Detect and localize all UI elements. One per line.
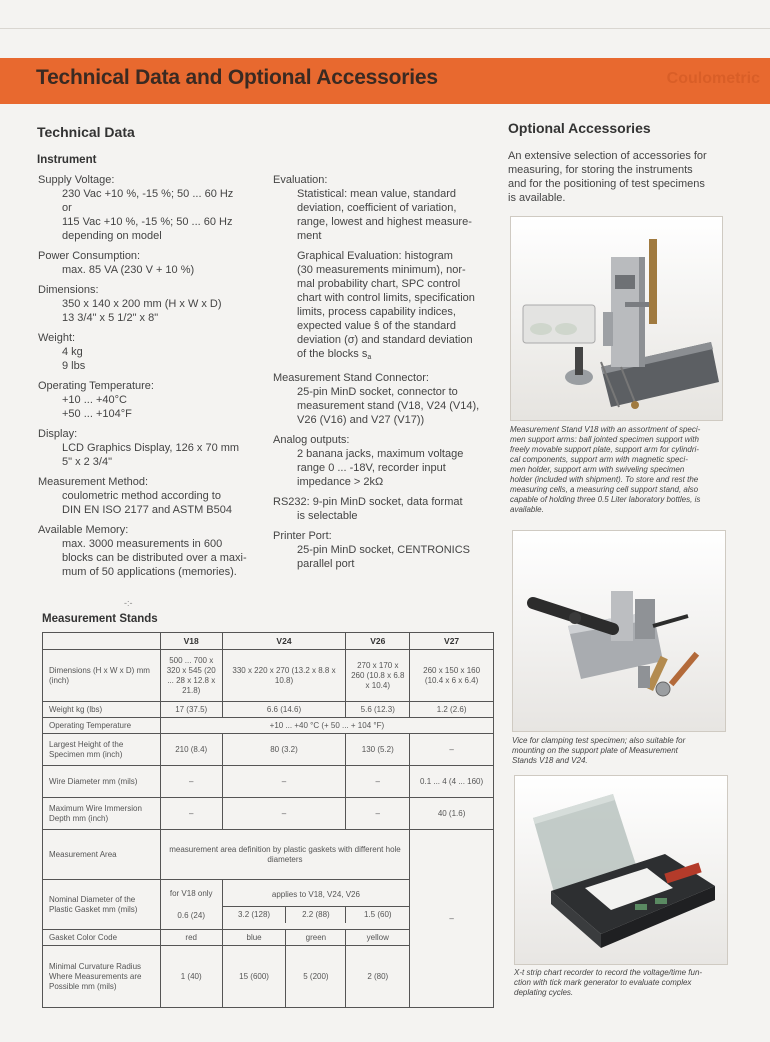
spec-line: coulometric method according to <box>62 490 221 502</box>
gasket-values <box>223 907 410 923</box>
spec-line: expected value ŝ of the standard <box>297 320 456 332</box>
spec-available-memory <box>38 523 268 579</box>
banner-ghost-text: Coulometric <box>666 70 760 87</box>
page-title: Technical Data and Optional Accessories <box>36 66 438 89</box>
caption-line: ction with tick mark generator to evaluate complex <box>514 978 692 987</box>
table-cell: – <box>222 766 346 798</box>
cell-value: 3.2 (128) <box>223 907 287 923</box>
spec-line: +50 ... +104°F <box>62 408 132 420</box>
spec-line: range, lowest and highest measure- <box>297 216 472 228</box>
intro-line: measuring, for storing the instruments <box>508 164 693 176</box>
column-header: V24 <box>222 633 346 650</box>
spec-line: 4 kg <box>62 346 83 358</box>
spec-label: Measurement Stand Connector: <box>273 372 429 384</box>
tech-left-column <box>38 173 268 585</box>
table-cell: 15 (600) <box>222 946 286 1008</box>
caption-line: cal components, support arm with magnetic speci- <box>510 455 688 464</box>
table-cell: 2 (80) <box>346 946 410 1008</box>
caption-line: X-t strip chart recorder to record the voltage/time fun- <box>514 968 703 977</box>
spec-label: RS232: 9-pin MinD socket, data format <box>273 496 463 508</box>
spec-label: Available Memory: <box>38 524 129 536</box>
spec-line: V26 (V16) and V27 (V17)) <box>297 414 425 426</box>
spec-weight <box>38 331 268 373</box>
table-cell: red <box>160 930 222 946</box>
measurement-stand-photo <box>510 216 723 421</box>
table-row <box>43 830 494 880</box>
intro-line: and for the positioning of test specimens <box>508 178 705 190</box>
measurement-stands-table <box>42 632 494 1008</box>
measurement-stands-heading: Measurement Stands <box>42 613 158 625</box>
tech-right-column <box>273 173 498 577</box>
table-cell: yellow <box>346 930 410 946</box>
table-row <box>43 798 494 830</box>
spec-operating-temperature <box>38 379 268 421</box>
caption-line: Measurement Stand V18 with an assortment of speci- <box>510 425 701 434</box>
table-cell <box>222 880 410 930</box>
spec-line: LCD Graphics Display, 126 x 70 mm <box>62 442 240 454</box>
caption-line: freely movable support plate, support arm for cylindri- <box>510 445 699 454</box>
spec-line-text: of the blocks s <box>297 348 368 360</box>
spec-line: 5" x 2 3/4" <box>62 456 113 468</box>
spec-line: (30 measurements minimum), nor- <box>297 264 466 276</box>
caption-line: men holder, support arm with swiveling specimen <box>510 465 685 474</box>
spec-label: Operating Temperature: <box>38 380 154 392</box>
recorder-illustration <box>515 776 727 964</box>
spec-line: 115 Vac +10 %, -15 %; 50 ... 60 Hz <box>62 216 233 228</box>
table-cell: – <box>410 734 494 766</box>
cell-value: 0.6 (24) <box>177 910 205 920</box>
table-row <box>43 718 494 734</box>
title-banner <box>0 58 770 104</box>
spec-line: 350 x 140 x 200 mm (H x W x D) <box>62 298 222 310</box>
accessories-intro <box>508 149 728 205</box>
instrument-subheading: Instrument <box>37 154 97 166</box>
caption-line: capable of holding three 0.5 Liter laboratory bottles, is <box>510 495 701 504</box>
spec-supply-voltage <box>38 173 268 243</box>
column-header: V27 <box>410 633 494 650</box>
spec-rs232 <box>273 495 498 523</box>
spec-line: Statistical: mean value, standard <box>297 188 456 200</box>
photo-caption <box>510 425 725 515</box>
table-cell: 500 ... 700 x 320 x 545 (20 ... 28 x 12.8 x 21.8) <box>160 650 222 702</box>
spec-line <box>297 347 498 365</box>
table-cell: 6.6 (14.6) <box>222 702 346 718</box>
row-label: Measurement Area <box>43 830 161 880</box>
spec-line: max. 3000 measurements in 600 <box>62 538 223 550</box>
spec-evaluation <box>273 173 498 365</box>
spec-power-consumption <box>38 249 268 277</box>
photo-caption <box>514 968 729 998</box>
column-header: V18 <box>160 633 222 650</box>
table-cell: 1 (40) <box>160 946 222 1008</box>
caption-line: Stands V18 and V24. <box>512 756 588 765</box>
spec-line: 13 3/4" x 5 1/2" x 8" <box>62 312 159 324</box>
spec-label: Power Consumption: <box>38 250 141 262</box>
spec-line: deviation, coefficient of variation, <box>297 202 457 214</box>
spec-line: mum of 50 applications (memories). <box>62 566 237 578</box>
table-cell: – <box>222 798 346 830</box>
vice-illustration <box>513 531 725 731</box>
cell-note: for V18 only <box>169 888 213 898</box>
caption-line: available. <box>510 505 544 514</box>
table-header-row <box>43 633 494 650</box>
spec-dimensions <box>38 283 268 325</box>
table-cell: – <box>346 798 410 830</box>
row-label: Gasket Color Code <box>43 930 161 946</box>
table-cell: – <box>160 798 222 830</box>
vice-photo <box>512 530 726 732</box>
spec-line: 2 banana jacks, maximum voltage <box>297 448 464 460</box>
technical-data-heading: Technical Data <box>37 124 135 140</box>
optional-accessories-heading: Optional Accessories <box>508 120 651 136</box>
caption-line: deplating cycles. <box>514 988 574 997</box>
table-cell: 210 (8.4) <box>160 734 222 766</box>
spec-line: impedance > 2kΩ <box>297 476 384 488</box>
caption-line: measuring cells, a measuring cell support stand, also <box>510 485 699 494</box>
table-cell: 5 (200) <box>286 946 346 1008</box>
spec-line: mal probability chart, SPC control <box>297 278 461 290</box>
spec-line: blocks can be distributed over a maxi- <box>62 552 247 564</box>
row-label: Nominal Diameter of the Plastic Gasket mm (mils) <box>43 880 161 930</box>
row-label: Largest Height of the Specimen mm (inch) <box>43 734 161 766</box>
spec-line: +10 ... +40°C <box>62 394 127 406</box>
caption-line: men support arms: ball jointed specimen support with <box>510 435 699 444</box>
spec-label: Supply Voltage: <box>38 174 115 186</box>
spec-line: depending on model <box>62 230 162 242</box>
row-label: Minimal Curvature Radius Where Measurements are Possible mm (mils) <box>43 946 161 1008</box>
measurement-stand-illustration <box>511 217 722 420</box>
cell-value: 1.5 (60) <box>364 910 392 919</box>
table-cell: blue <box>222 930 286 946</box>
spec-line: 9 lbs <box>62 360 86 372</box>
intro-line: An extensive selection of accessories for <box>508 150 707 162</box>
table-cell: 5.6 (12.3) <box>346 702 410 718</box>
header-empty <box>43 633 161 650</box>
spec-label: Measurement Method: <box>38 476 149 488</box>
spec-line: measurement stand (V18, V24 (V14), <box>297 400 480 412</box>
table-cell: 80 (3.2) <box>222 734 346 766</box>
spec-line: 230 Vac +10 %, -15 %; 50 ... 60 Hz <box>62 188 234 200</box>
table-cell: – <box>160 766 222 798</box>
row-label: Dimensions (H x W x D) mm (inch) <box>43 650 161 702</box>
spec-label: Printer Port: <box>273 530 332 542</box>
table-row <box>43 734 494 766</box>
photo-caption <box>512 736 727 766</box>
spec-label: Dimensions: <box>38 284 99 296</box>
caption-line: Vice for clamping test specimen; also suitable for <box>512 736 686 745</box>
table-cell: 130 (5.2) <box>346 734 410 766</box>
table-row <box>43 766 494 798</box>
row-label: Weight kg (lbs) <box>43 702 161 718</box>
recorder-photo <box>514 775 728 965</box>
spec-line: chart with control limits, specification <box>297 292 475 304</box>
spec-label: Weight: <box>38 332 76 344</box>
spec-line: range 0 ... -18V, recorder input <box>297 462 446 474</box>
spec-line: is selectable <box>297 510 358 522</box>
cell-value: 2.2 (88) <box>286 907 346 923</box>
row-label: Operating Temperature <box>43 718 161 734</box>
spec-line: or <box>62 202 72 214</box>
table-cell: measurement area definition by plastic gaskets with different hole diameters <box>160 830 409 880</box>
top-rule <box>0 28 770 29</box>
table-cell: 17 (37.5) <box>160 702 222 718</box>
row-label: Wire Diameter mm (mils) <box>43 766 161 798</box>
spec-line: ment <box>297 230 322 242</box>
cell-note: applies to V18, V24, V26 <box>223 886 410 907</box>
table-cell: green <box>286 930 346 946</box>
spec-line: limits, process capability indices, <box>297 306 456 318</box>
table-cell: +10 ... +40 °C (+ 50 ... + 104 °F) <box>160 718 493 734</box>
table-cell: 270 x 170 x 260 (10.8 x 6.8 x 10.4) <box>346 650 410 702</box>
column-header: V26 <box>346 633 410 650</box>
spec-line: deviation (σ) and standard deviation <box>297 334 473 346</box>
spec-stand-connector <box>273 371 498 427</box>
scan-speck: -:- <box>124 598 133 608</box>
spec-printer-port <box>273 529 498 571</box>
intro-line: is available. <box>508 192 566 204</box>
spec-label: Evaluation: <box>273 174 328 186</box>
spec-line: 25-pin MinD socket, connector to <box>297 386 458 398</box>
table-cell: – <box>346 766 410 798</box>
table-cell: 260 x 150 x 160 (10.4 x 6 x 6.4) <box>410 650 494 702</box>
spec-line: max. 85 VA (230 V + 10 %) <box>62 264 195 276</box>
table-cell: 40 (1.6) <box>410 798 494 830</box>
table-cell: 1.2 (2.6) <box>410 702 494 718</box>
table-cell: 330 x 220 x 270 (13.2 x 8.8 x 10.8) <box>222 650 346 702</box>
table-cell: 0.1 ... 4 (4 ... 160) <box>410 766 494 798</box>
spec-label: Analog outputs: <box>273 434 350 446</box>
spec-display <box>38 427 268 469</box>
table-row <box>43 702 494 718</box>
table-cell: – <box>410 830 494 1008</box>
spec-line: parallel port <box>297 558 355 570</box>
caption-line: mounting on the support plate of Measurement <box>512 746 678 755</box>
table-row <box>43 650 494 702</box>
spec-label: Display: <box>38 428 78 440</box>
table-cell <box>160 880 222 930</box>
caption-line: holder (included with shipment). To store and rest the <box>510 475 699 484</box>
spec-line: DIN EN ISO 2177 and ASTM B504 <box>62 504 232 516</box>
spec-line: 25-pin MinD socket, CENTRONICS <box>297 544 470 556</box>
spec-line: Graphical Evaluation: histogram <box>297 250 453 262</box>
row-label: Maximum Wire Immersion Depth mm (inch) <box>43 798 161 830</box>
subscript: a <box>367 354 372 361</box>
spec-measurement-method <box>38 475 268 517</box>
spec-analog-outputs <box>273 433 498 489</box>
